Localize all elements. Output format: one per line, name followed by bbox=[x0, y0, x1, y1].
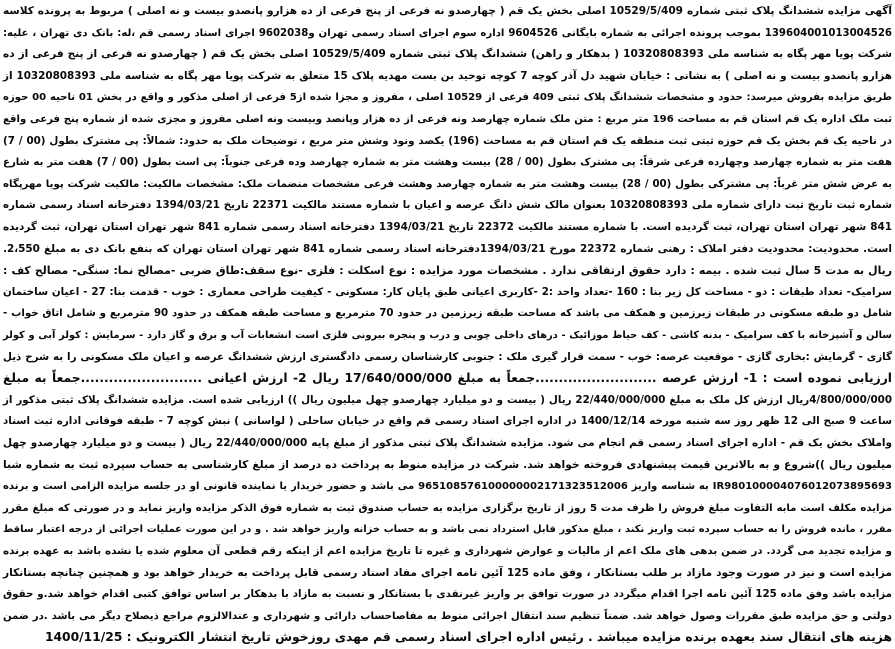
notice-line: مزایده مکلف است مابه التفاوت مبلغ فروش را ظرف مدت 5 روز از تاریخ برگزاری مزایده به حساب صندوق ثبت به شماره فوق الذکر مزایده واریز نماید و در صورتی که مبلغ مقرر bbox=[3, 502, 893, 514]
notice-line: سرامیک- تعداد طبقات : دو - مساحت کل زیر بنا : 160 -تعداد واحد :2 -کاربری اعیانی طبق پایان کار: مسکونی - کیفیت طراحی معماری : خوب - قدمت بنا: 27 - اعیان ساختمان bbox=[3, 285, 892, 298]
notice-line: به عرض شش متر غرباً: پی مشترکی بطول (00 / 28) بیست وهشت متر به شماره چهارصد وهشت فرعی مشخصات منضمات ملک: مشخصات مالکیت: مالکیت شرکت پویا مهرپگاه bbox=[3, 178, 892, 190]
notice-line: گازی - گرمایش :بخاری گازی - موقعیت عرصه: خوب - سمت قرار گیری ملک : جنوبی کارشناسان رسمی دادگستری ارزش ششدانگ عرصه و اعیان ملک مسکونی را به شرح ذیل bbox=[3, 350, 892, 363]
notice-line: مزایده باشد وفق ماده 125 آئین نامه اجرا اقدام میگردد در صورت توافق بر واریز غیرنقدی با بستانکار و نسبت به مازاد با بدهکار بر اساس توافق کتبی اقدام خواهد شد.و حقوق bbox=[3, 588, 893, 601]
notice-line: ساعت 9 صبح الی 12 ظهر روز سه شنبه مورخه 1400/12/14 در اداره اجرای اسناد رسمی قم واقع در خیابان ساحلی ( لواسانی ) نبش کوچه 7 - طبقه فوقانی اداره ثبت اسناد bbox=[3, 415, 892, 428]
notice-line: مقرر ، مانده فروش را به حساب سپرده ثبت واریز نکند ، مبلغ مذکور قابل استرداد نمی باشد و به حساب خزانه واریز خواهد شد . و در این صورت عملیات اجرائی از درجه اعتبار ساقط bbox=[3, 524, 892, 536]
notice-line: ریال به مدت 5 سال ثبت شده . بیمه : دارد حقوق ارتفاقی ندارد . مشخصات مورد مزایده : نوع اسکلت : فلزی -نوع سقف:طاق ضربی -مصالح نما: سنگی- مصالح کف : bbox=[3, 264, 892, 278]
notice-line: واملاک بخش یک قم - اداره اجرای اسناد رسمی قم انجام می شود. مزایده ششدانگ پلاک ثبتی مذکور از مبلغ پایه 22/440/000/000 ریال ( بیست و دو میلیارد چهارصدو چهل bbox=[3, 436, 892, 449]
notice-line: شرکت پویا مهر پگاه به شناسه ملی 10320808393 ( بدهکار و راهن) ششدانگ پلاک ثبتی شماره 10529/5/409 اصلی بخش یک قم ( چهارصدو نه فرعی از پنج فرعی از ده bbox=[3, 48, 892, 61]
notice-line: در ناحیه یک قم بخش یک قم حوزه ثبتی ثبت منطقه یک قم استان قم به مساحت (196) یکصد ونود وشش متر مربع ، توضیحات ملک به حدود: شمالاً: پی مشترک بطول (00 / 7) bbox=[3, 134, 892, 147]
notice-line: میلیون ریال ))شروع و به بالاترین قیمت پیشنهادی فروخته خواهد شد. شرکت در مزایده منوط به پرداخت ده درصد از مبلغ کارشناسی به حساب سپرده ثبت به شماره شبا bbox=[3, 458, 892, 472]
notice-line: 4/800/000/000ریال ارزش کل ملک به مبلغ 22/440/000/000 ریال ( بیست و دو میلیارد چهارصدو چهل میلیون ریال )) ارزیابی شده است. مزایده ششدانگ پلاک ثبتی مذکور از bbox=[3, 393, 892, 406]
notice-line: 139604001013004526 بموجب پرونده اجرائی به شماره بایگانی 9604526 اداره سوم اجرای اسناد رسمی تهران و9602038 اجرای اسناد رسمی قم ،له: بانک دی تهران ، علیه: bbox=[3, 27, 892, 39]
notice-line: هفت متر به شماره چهارصد وچهارده فرعی شرقاً: پی مشترک بطول (00 / 28) بیست وهشت متر به شماره چهارصد وده فرعی جنوباً: پی است بطول (00 / 7) هفت متر به شارع bbox=[3, 157, 892, 169]
notice-line: است. محدودیت: محدودیت دفتر املاک : رهنی شماره 22372 مورخ 1394/03/21دفترخانه اسناد رسمی شماره 841 شهر تهران استان تهران که بنفع بانک دی به مبلغ 2،550. bbox=[3, 242, 892, 255]
notice-line: شامل دو طبقه مسکونی در طبقات زیرزمین و همکف می باشد که مساحت طبقه زیرزمین در حدود 70 مترمربع و مساحت طبقه همکف در حدود 90 مترمربع و شامل اتاق خواب - bbox=[3, 308, 892, 320]
notice-line: ثبت ملک اداره یک قم استان قم به مساحت 196 متر مربع : متن ملک شماره چهارصد ونه فرعی از ده هزار وپانصد وبیست ونه اصلی مفروز و مجزی شده از شماره پنج فرعی واقع bbox=[3, 113, 892, 125]
notice-line: IR980100004076012073895693 به شناسه واریز 965108576100000002171323512006 می باشد و حضور خریدار یا نماینده قانونی او در جلسه مزایده الزامی است و برنده bbox=[3, 481, 892, 493]
notice-line: طریق مزایده بفروش میرسد: حدود و مشخصات ششدانگ پلاک ثبتی 409 فرعی از 10529 اصلی ، مفروز و مجزا شده از5 فرعی از اصلی مذکور و واقع در بخش 01 ناحیه 00 حوزه bbox=[3, 92, 893, 104]
notice-line: شماره ثبت تاریخ ثبت دارای شماره ملی 10320808393 بعنوان مالک شش دانگ عرصه و اعیان با شماره مستند مالکیت 22371 تاریخ 1394/03/21 دفترخانه اسناد رسمی شماره bbox=[3, 199, 892, 212]
notice-line: هزارو پانصدو بیست و نه اصلی ) به نشانی : خیابان شهید دل آذر کوچه 7 کوچه توحید بن بست مهدیه پلاک 15 متعلق به شرکت پویا مهر پگاه به شناسه ملی 10320808393 از bbox=[3, 69, 892, 82]
notice-line: 841 شهر تهران استان تهران، ثبت گردیده است. با شماره مستند مالکیت 22372 تاریخ 1394/03/21 دفترخانه اسناد رسمی شماره 841 شهر تهران استان تهران، ثبت گردیده bbox=[3, 220, 892, 233]
notice-line: دولتی و حق مزایده طبق مقررات وصول خواهد شد. ضمناً تنظیم سند انتقال اجرائی منوط به مفاصاحساب دارائی و شهرداری و عندالالزوم مراجع ذیصلاح دیگر می باشد .در ضمن bbox=[3, 610, 892, 622]
notice-line: و مزایده تجدید می گردد. در ضمن بدهی های ملک اعم از مالیات و عوارض شهرداری و غیره تا تاریخ مزایده اعم از اینکه رقم قطعی آن معلوم شده یا نشده باشد به عهده برنده bbox=[3, 544, 892, 557]
notice-line: ارزیابی نموده است : 1- ارزش عرصه ..........................جمعاً به مبلغ 17/640/000/000 ریال 2- ارزش اعیانی ..........................جمعاً به مبلغ bbox=[3, 371, 892, 386]
notice-line: سالن و آشپزخانه با کف سرامیک - بدنه کاشی - کف حیاط موزائیک - درهای داخلی چوبی و درب و پنجره بیرونی فلزی است انشعابات آب و برق و گاز دارد - سرمایش : کولر آبی و کولر bbox=[3, 329, 892, 341]
notice-footer-line: هزینه های انتقال سند بعهده برنده مزایده میباشد . رئیس اداره اجرای اسناد رسمی قم مهدی روزخوش تاریخ انتشار الکترونیک : 1400/11/25 bbox=[44, 630, 892, 645]
notice-line: مزایده است و نیز در صورت وجود مازاد بر طلب بستانکار ، وفق ماده 125 آئین نامه اجرای مفاد اسناد رسمی قابل پرداخت به خریدار خواهد بود و همچنین چنانچه بستانکار bbox=[3, 566, 892, 580]
notice-line: آگهی مزایده ششدانگ پلاک ثبتی شماره 10529/5/409 اصلی بخش یک قم ( چهارصدو نه فرعی از پنج فرعی از ده هزارو پانصدو بیست و نه اصلی ) مربوط به پرونده کلاسه bbox=[3, 5, 892, 17]
